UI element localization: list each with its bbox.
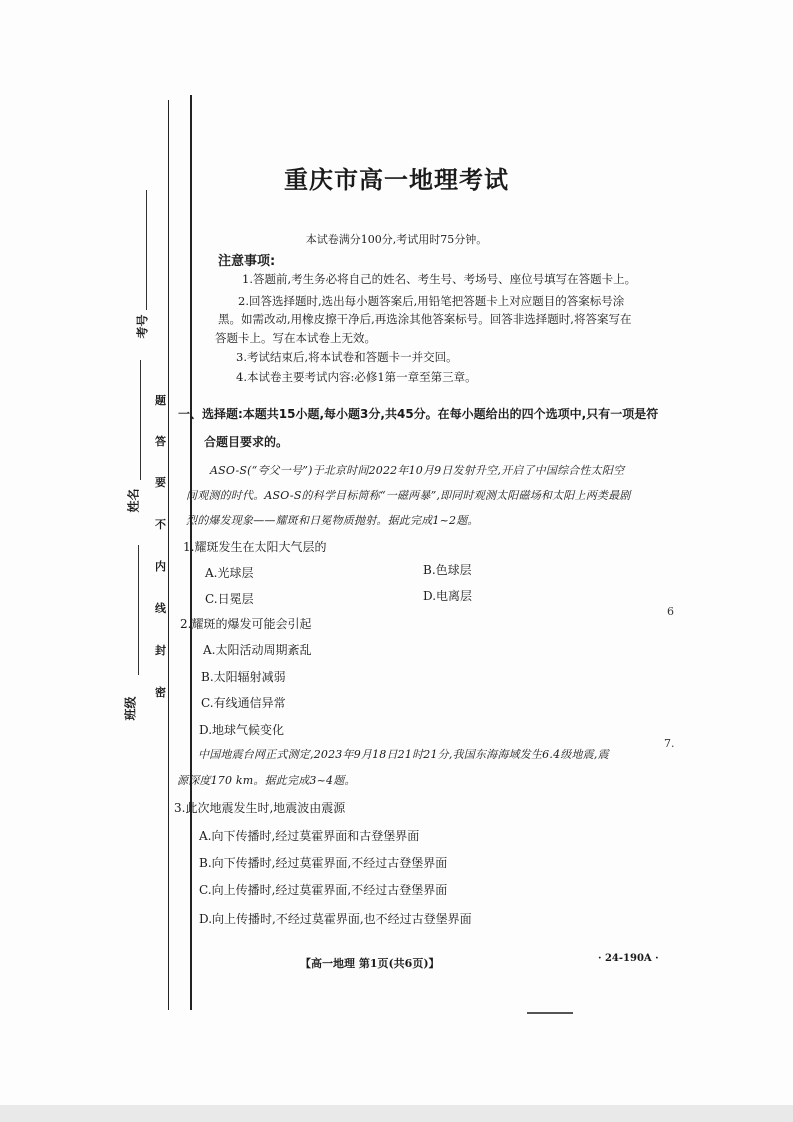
q1-option-a: A.光球层: [205, 566, 254, 580]
side-label-xingming: 姓名: [126, 488, 141, 513]
side-label-banji: 班级: [123, 696, 138, 721]
q1-option-d: D.电离层: [423, 589, 473, 603]
exam-title: 重庆市高一地理考试: [284, 166, 509, 194]
margin-mark-7: 7.: [664, 737, 675, 750]
q2-option-a: A.太阳活动周期紊乱: [203, 643, 312, 657]
q2-option-d: D.地球气候变化: [199, 723, 285, 737]
scan-bottom-band: [0, 1105, 793, 1122]
seal-char-4: 不: [155, 518, 166, 531]
note-line-6: 4.本试卷主要考试内容:必修1第一章至第三章。: [236, 370, 477, 384]
exam-subtitle: 本试卷满分100分,考试用时75分钟。: [305, 233, 488, 246]
q3-option-b: B.向下传播时,经过莫霍界面,不经过古登堡界面: [199, 856, 448, 870]
q2-option-b: B.太阳辐射减弱: [201, 670, 286, 684]
seal-char-1: 题: [155, 394, 166, 407]
side-label-kaohao: 考号: [135, 314, 150, 339]
scan-smudge: [527, 1012, 573, 1014]
q2-option-c: C.有线通信异常: [201, 696, 286, 710]
page-footer: 【高一地理 第1页(共6页)】: [300, 957, 440, 970]
q3-option-a: A.向下传播时,经过莫霍界面和古登堡界面: [199, 829, 420, 843]
note-line-5: 3.考试结束后,将本试卷和答题卡一并交回。: [236, 350, 458, 364]
passage1-line-2: 间观测的时代。ASO-S的科学目标简称“一磁两暴”,即同时观测太阳磁场和太阳上两类最剧: [186, 489, 631, 502]
q2-stem: 2.耀斑的爆发可能会引起: [180, 617, 312, 631]
banji-underline: [138, 545, 139, 675]
q1-option-c: C.日冕层: [205, 592, 254, 606]
section-heading-cont: 合题目要求的。: [204, 435, 289, 449]
seal-char-2: 答: [155, 435, 166, 448]
xingming-underline: [140, 360, 141, 480]
seal-char-6: 线: [155, 602, 166, 615]
passage1-line-3: 烈的爆发现象——耀斑和日冕物质抛射。据此完成1~2题。: [186, 514, 479, 527]
notes-heading: 注意事项:: [218, 254, 276, 269]
note-line-4: 答题卡上。写在本试卷上无效。: [215, 331, 376, 345]
q3-stem: 3.此次地震发生时,地震波由震源: [174, 801, 346, 815]
passage1-line-1: ASO-S(“夸父一号”)于北京时间2022年10月9日发射升空,开启了中国综合性太阳空: [210, 464, 625, 477]
passage2-line-1: 中国地震台网正式测定,2023年9月18日21时21分,我国东海海域发生6.4级地震,震: [198, 748, 609, 761]
kaohao-underline: [146, 190, 147, 310]
paper-code: · 24-190A ·: [598, 953, 659, 964]
q1-option-b: B.色球层: [423, 563, 472, 577]
q1-stem: 1.耀斑发生在太阳大气层的: [183, 540, 327, 554]
passage2-line-2: 源深度170 km。据此完成3~4题。: [177, 774, 356, 787]
note-line-2: 2.回答选择题时,选出每小题答案后,用铅笔把答题卡上对应题目的答案标号涂: [238, 294, 625, 308]
section-heading: 一、选择题:本题共15小题,每小题3分,共45分。在每小题给出的四个选项中,只有一项是符: [178, 407, 659, 421]
margin-mark-6: 6: [667, 605, 674, 618]
q3-option-d: D.向上传播时,不经过莫霍界面,也不经过古登堡界面: [199, 912, 472, 926]
note-line-1: 1.答题前,考生务必将自己的姓名、考生号、考场号、座位号填写在答题卡上。: [242, 272, 637, 286]
q3-option-c: C.向上传播时,经过莫霍界面,不经过古登堡界面: [199, 883, 448, 897]
seal-char-8: 密: [155, 686, 166, 699]
note-line-3: 黑。如需改动,用橡皮擦干净后,再选涂其他答案标号。回答非选择题时,将答案写在: [218, 312, 632, 326]
seal-char-5: 内: [155, 560, 166, 573]
seal-char-7: 封: [155, 644, 166, 657]
seal-char-3: 要: [155, 476, 166, 489]
